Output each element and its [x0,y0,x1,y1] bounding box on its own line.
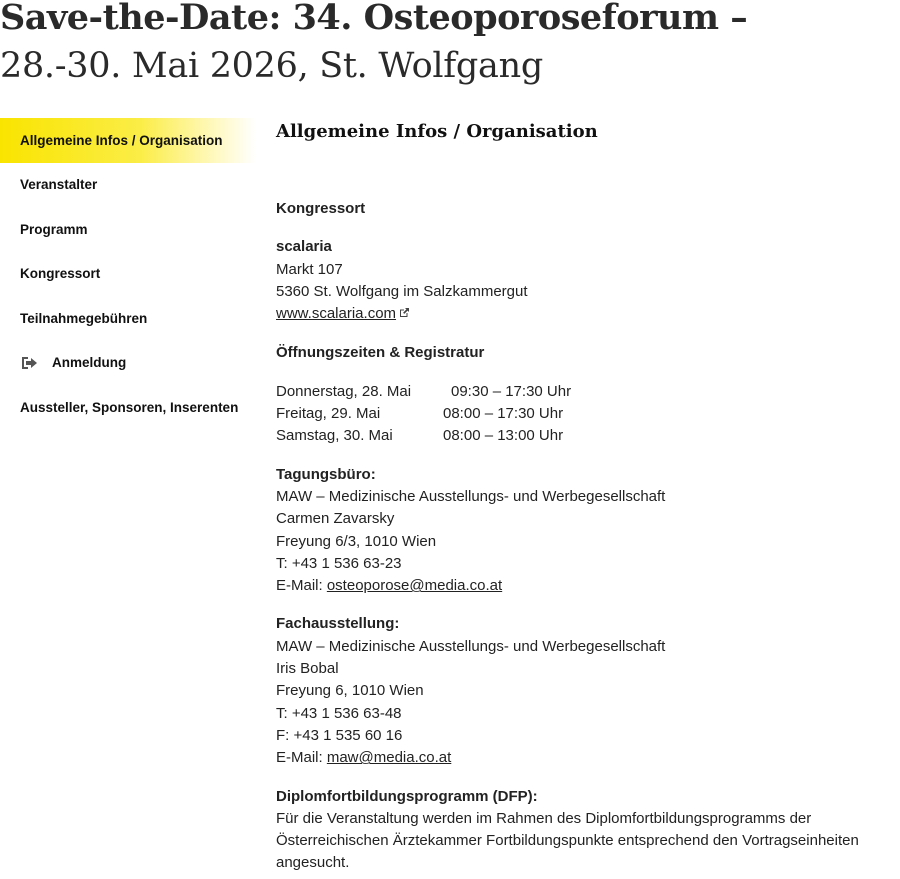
sidebar-item-label: Allgemeine Infos / Organisation [20,132,223,148]
office-phone: T: +43 1 536 63-23 [276,554,402,572]
office-email-link[interactable]: osteoporose@media.co.at [326,577,503,595]
sidebar-item-label: Kongressort [20,266,101,282]
sidebar-nav [0,118,256,430]
hours-time: 09:30 – 17:30 Uhr [451,382,572,400]
exhibition-address: Freyung 6, 1010 Wien [276,682,424,700]
hours-day: Freitag, 29. Mai [276,405,381,423]
opening-hours [276,381,876,448]
sidebar-item-programm[interactable] [0,207,256,252]
office-contact [276,464,876,598]
sidebar-item-label: Teilnahmegebühren [20,310,148,326]
page-title-line-1: Save-the-Date: 34. Osteoporoseforum – [0,0,748,38]
exhibition-heading: Fachausstellung: [276,615,400,633]
venue-street: Markt 107 [276,260,343,278]
venue-website-link[interactable] [276,303,410,325]
sidebar-item-label: Aussteller, Sponsoren, Inserenten [20,399,239,415]
exhibition-email-label: E-Mail: [276,749,323,767]
venue-city: 5360 St. Wolfgang im Salzkammergut [276,282,528,300]
exhibition-fax: F: +43 1 535 60 16 [276,726,403,744]
dfp-info [276,786,876,875]
sidebar-item-allgemeine-infos[interactable] [0,118,256,163]
sidebar-item-label: Programm [20,221,88,237]
sign-in-icon [20,353,40,373]
hours-row [276,381,876,403]
venue-heading: Kongressort [276,200,366,217]
section-title: Allgemeine Infos / Organisation [276,121,598,142]
exhibition-contact [276,613,876,769]
exhibition-email-link[interactable]: maw@media.co.at [326,749,452,767]
office-contact-person: Carmen Zavarsky [276,510,395,528]
hours-row [276,403,876,425]
sidebar-item-label: Anmeldung [52,355,127,371]
dfp-text: Für die Veranstaltung werden im Rahmen des Diplomfortbildungsprogramms der Österreichischen Ärztekammer Fortbildungspunkte entsprechend den Vortragseinheiten angesucht. [276,809,859,872]
sidebar-item-label: Veranstalter [20,177,98,193]
venue-name: scalaria [276,238,332,256]
page-title [0,0,890,90]
sidebar-item-anmeldung[interactable] [0,341,256,386]
office-address: Freyung 6/3, 1010 Wien [276,532,437,550]
dfp-heading: Diplomfortbildungsprogramm (DFP): [276,787,538,805]
main-content [276,118,876,875]
hours-row [276,425,876,447]
hours-day: Donnerstag, 28. Mai [276,382,412,400]
exhibition-phone: T: +43 1 536 63-48 [276,704,402,722]
exhibition-contact-person: Iris Bobal [276,660,339,678]
exhibition-company: MAW – Medizinische Ausstellungs- und Werbegesellschaft [276,637,666,655]
sidebar-item-kongressort[interactable] [0,252,256,297]
sidebar-item-veranstalter[interactable] [0,163,256,208]
office-email-label: E-Mail: [276,577,323,595]
sidebar-item-aussteller[interactable] [0,385,256,430]
hours-day: Samstag, 30. Mai [276,427,393,445]
page-title-line-2: 28.-30. Mai 2026, St. Wolfgang [0,46,543,86]
external-link-icon [399,303,410,325]
hours-heading: Öffnungszeiten & Registratur [276,344,485,362]
hours-time: 08:00 – 17:30 Uhr [443,405,564,423]
sidebar-item-teilnahmegebuehren[interactable] [0,296,256,341]
venue-address [276,236,876,325]
hours-time: 08:00 – 13:00 Uhr [443,427,564,445]
office-heading: Tagungsbüro: [276,465,376,483]
office-company: MAW – Medizinische Ausstellungs- und Werbegesellschaft [276,487,666,505]
venue-website-text: www.scalaria.com [276,305,397,323]
